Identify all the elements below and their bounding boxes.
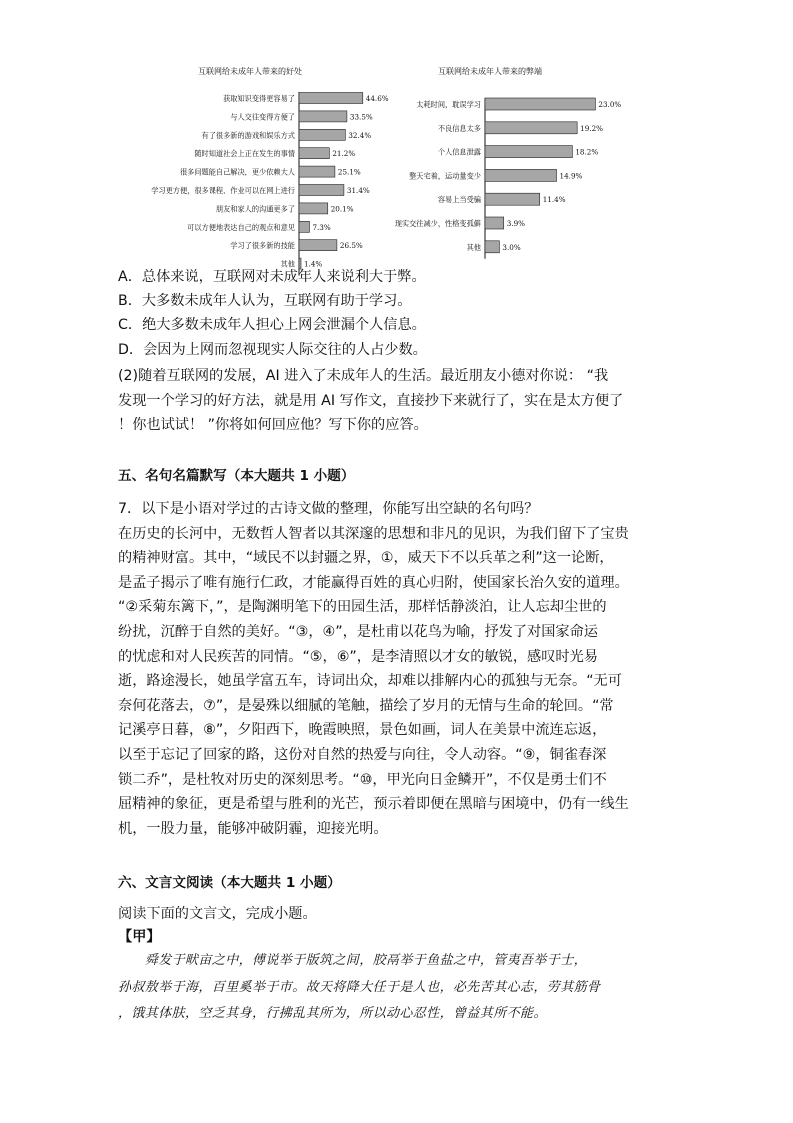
section-5-line: 的忧虑和对人民疾苦的同情。“⑤，⑥”，是李清照以才女的敏锐，感叹时光易 — [118, 648, 598, 665]
value-label: 7.3% — [312, 222, 331, 232]
value-label: 18.2% — [575, 147, 599, 157]
value-label: 11.4% — [542, 195, 566, 205]
section-5-line: 锁二乔”，是杜牧对历史的深刻思考。“⑩，甲光向日金鳞开”，不仅是勇士们不 — [118, 771, 607, 788]
option-c: C．绝大多数未成年人担心上网会泄漏个人信息。 — [118, 317, 426, 333]
section-6-heading: 六、文言文阅读（本大题共 1 小题） — [118, 875, 341, 891]
category-label: 随时知道社会上正在发生的事情 — [194, 149, 295, 159]
value-label: 33.5% — [349, 112, 373, 122]
category-label: 个人信息泄露 — [437, 147, 481, 157]
value-label: 1.4% — [304, 259, 323, 269]
section-5-line: 以至于忘记了回家的路，这份对自然的热爱与向往，令人动容。“⑨，铜雀春深 — [118, 746, 607, 763]
bar — [485, 217, 504, 229]
bar — [299, 148, 329, 159]
section-5-line: 在历史的长河中，无数哲人智者以其深邃的思想和非凡的见识，为我们留下了宝贵 — [118, 525, 629, 542]
category-label: 整天宅着，运动量变少 — [409, 171, 481, 181]
section-5-line: 奈何花落去，⑦”，是晏殊以细腻的笔触，描绘了岁月的无情与生命的轮回。“常 — [118, 697, 614, 714]
bar — [299, 240, 337, 251]
value-label: 44.6% — [365, 94, 389, 103]
value-label: 31.4% — [346, 186, 370, 195]
section-5-line: 的精神财富。其中，“域民不以封疆之界，①，威天下不以兵革之利”这一论断， — [118, 550, 614, 567]
category-label: 其他 — [280, 259, 295, 269]
category-label: 与人交往变得方便了 — [230, 112, 295, 122]
category-label: 学习了很多新的技能 — [230, 241, 295, 251]
classical-line: ，饿其体肤，空乏其身，行拂乱其所为，所以动心忍性，曾益其所不能。 — [118, 1006, 547, 1021]
section-5-line: 记溪亭日暮，⑧”，夕阳西下，晚霞映照，景色如画，词人在美景中流连忘返， — [118, 722, 607, 739]
bar — [485, 241, 499, 253]
section-5-line: 纷扰，沉醉于自然的美好。“③，④”，是杜甫以花鸟为喻，抒发了对国家命运 — [118, 623, 598, 640]
question-2-line: ！你也试试！ ”你将如何回应他？写下你的应答。 — [118, 417, 428, 434]
section-5-line: 是孟子揭示了唯有施行仁政，才能赢得百姓的真心归附，使国家长治久安的道理。 — [118, 574, 629, 591]
classical-passage — [118, 948, 678, 1028]
section-5-body — [118, 497, 678, 841]
question-2-line: 发现一个学习的好方法，就是用 AI 写作文，直接抄下来就行了，实在是太方便了 — [118, 392, 624, 409]
value-label: 3.9% — [506, 219, 525, 228]
bar — [299, 111, 347, 122]
bar — [299, 166, 335, 177]
category-label: 其他 — [466, 242, 481, 252]
classical-line: 孙叔敖举于海，百里奚举于市。故天将降大任于是人也，必先苦其心志，劳其筋骨 — [118, 979, 601, 995]
section-5-line: 7．以下是小语对学过的古诗文做的整理，你能写出空缺的名句吗？ — [118, 501, 539, 517]
question-2-line: (2)随着互联网的发展，AI 进入了未成年人的生活。最近朋友小德对你说： “我 — [118, 368, 609, 384]
category-label: 可以方便地表达自己的观点和意见 — [187, 222, 295, 232]
drawbacks-chart-svg — [360, 60, 690, 265]
bar — [299, 203, 328, 214]
bar — [485, 122, 577, 134]
drawbacks-bar-chart — [360, 60, 690, 265]
bar — [485, 193, 540, 205]
bar — [299, 93, 363, 104]
value-label: 21.2% — [332, 149, 356, 159]
question-2 — [118, 364, 678, 438]
value-label: 19.2% — [580, 123, 604, 133]
value-label: 14.9% — [559, 171, 583, 181]
option-a: A．总体来说，互联网对未成年人来说利大于弊。 — [118, 269, 426, 285]
bar — [299, 185, 344, 196]
passage-jia-label: 【甲】 — [118, 929, 161, 945]
category-label: 有了很多新的游戏和娱乐方式 — [201, 130, 295, 140]
bar — [485, 146, 572, 158]
bar — [299, 221, 309, 232]
category-label: 学习更方便，很多课程、作业可以在网上进行 — [151, 186, 295, 195]
chart-title: 互联网给未成年人带来的弊端 — [438, 67, 542, 76]
option-d: D．会因为上网而忽视现实人际交往的人占少数。 — [118, 342, 427, 358]
section-6-intro: 阅读下面的文言文，完成小题。 — [118, 906, 317, 922]
category-label: 现实交往减少，性格变孤僻 — [394, 219, 481, 228]
value-label: 3.0% — [502, 242, 521, 252]
value-label: 26.5% — [339, 241, 363, 251]
category-label: 不良信息太多 — [437, 123, 481, 133]
category-label: 获取知识变得更容易了 — [223, 94, 295, 103]
value-label: 32.4% — [348, 130, 372, 140]
section-5-line: 屈精神的象征，更是希望与胜利的光芒，预示着即便在黑暗与困境中，仍有一线生 — [118, 796, 629, 813]
bar — [485, 98, 595, 110]
category-label: 太耗时间，耽误学习 — [416, 100, 481, 109]
category-label: 朋友和家人的沟通更多了 — [215, 204, 295, 214]
option-b: B．大多数未成年人认为，互联网有助于学习。 — [118, 293, 412, 309]
section-5-line: “②采菊东篱下，”，是陶渊明笔下的田园生活，那样恬静淡泊，让人忘却尘世的 — [118, 599, 607, 616]
classical-line: 舜发于畎亩之中，傅说举于版筑之间，胶鬲举于鱼盐之中，管夷吾举于士， — [118, 953, 588, 968]
chart-title: 互联网给未成年人带来的好处 — [198, 67, 302, 76]
section-5-heading: 五、名句名篇默写（本大题共 1 小题） — [118, 468, 355, 484]
value-label: 20.1% — [330, 204, 354, 214]
section-5-line: 逝，路途漫长，她虽学富五车，诗词出众，却难以排解内心的孤独与无奈。“无可 — [118, 673, 622, 690]
section-5-line: 机，一股力量，能够冲破阴霾，迎接光明。 — [118, 820, 388, 837]
value-label: 25.1% — [337, 167, 361, 177]
category-label: 很多问题能自己解决，更少依赖大人 — [179, 167, 295, 177]
bar — [299, 129, 345, 140]
bar — [485, 169, 557, 181]
value-label: 23.0% — [598, 100, 622, 109]
category-label: 容易上当受骗 — [437, 195, 481, 205]
